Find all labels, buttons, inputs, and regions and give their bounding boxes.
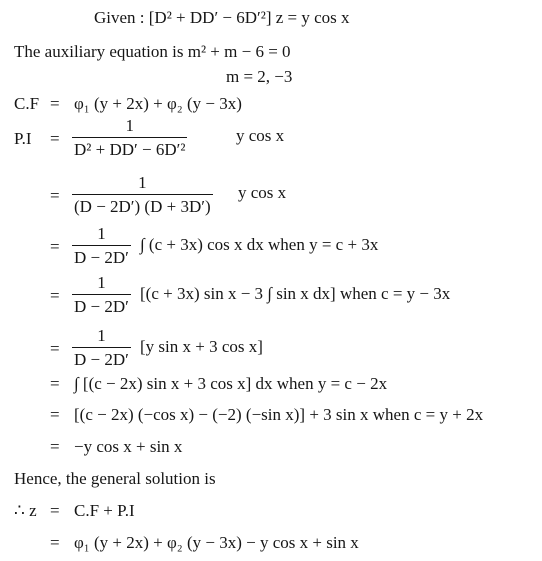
- pi-line5-denominator: D − 2D′: [74, 350, 129, 369]
- cf-label: C.F: [14, 94, 40, 113]
- pi-line4-fraction: [72, 274, 131, 315]
- pi-line8-expression: −y cos x + sin x: [74, 437, 183, 456]
- pi-line4-equals: =: [50, 286, 60, 305]
- pi-line5-fraction: [72, 327, 131, 368]
- pi-line1-rest: y cos x: [236, 126, 285, 145]
- pi-line4-rest: [(c + 3x) sin x − 3 ∫ sin x dx] when c = y − 3x: [140, 284, 451, 303]
- pi-line1-denominator: D² + DD′ − 6D′²: [74, 140, 186, 159]
- auxiliary-roots: m = 2, −3: [226, 67, 293, 86]
- final2-equals: =: [50, 533, 60, 552]
- pi-line2-fraction: [72, 174, 213, 215]
- pi-line7-equals: =: [50, 405, 60, 424]
- therefore-z: ∴ z: [14, 501, 37, 520]
- final1-expression: C.F + P.I: [74, 501, 135, 520]
- hence-text: Hence, the general solution is: [14, 469, 216, 488]
- pi-line3-fraction: [72, 225, 131, 266]
- auxiliary-equation: The auxiliary equation is m² + m − 6 = 0: [14, 42, 291, 61]
- pi-line6-expression: ∫ [(c − 2x) sin x + 3 cos x] dx when y = c − 2x: [74, 374, 388, 393]
- pi-line5-numerator: 1: [72, 327, 131, 348]
- pi-line8-equals: =: [50, 437, 60, 456]
- cf-equals: =: [50, 94, 60, 113]
- pi-line1-equals: =: [50, 129, 60, 148]
- pi-line5-equals: =: [50, 339, 60, 358]
- cf-expression: φ₁ (y + 2x) + φ₂ (y − 3x): [74, 94, 242, 113]
- pi-line3-equals: =: [50, 237, 60, 256]
- given-line: Given : [D² + DD′ − 6D′²] z = y cos x: [94, 8, 350, 27]
- pi-line2-rest: y cos x: [238, 183, 287, 202]
- pi-line4-denominator: D − 2D′: [74, 297, 129, 316]
- pi-line2-numerator: 1: [72, 174, 213, 195]
- pi-line7-expression: [(c − 2x) (−cos x) − (−2) (−sin x)] + 3 sin x when c = y + 2x: [74, 405, 484, 424]
- pi-line3-rest: ∫ (c + 3x) cos x dx when y = c + 3x: [140, 235, 379, 254]
- general-solution: φ₁ (y + 2x) + φ₂ (y − 3x) − y cos x + sin x: [74, 533, 359, 552]
- final1-equals: =: [50, 501, 60, 520]
- pi-line1-numerator: 1: [72, 117, 187, 138]
- pi-line3-denominator: D − 2D′: [74, 248, 129, 267]
- pi-label: P.I: [14, 129, 32, 148]
- pi-line6-equals: =: [50, 374, 60, 393]
- pi-line3-numerator: 1: [72, 225, 131, 246]
- pi-line2-equals: =: [50, 186, 60, 205]
- pi-line1-fraction: [72, 117, 187, 158]
- pi-line5-rest: [y sin x + 3 cos x]: [140, 337, 263, 356]
- pi-line2-denominator: (D − 2D′) (D + 3D′): [74, 197, 211, 216]
- pi-line4-numerator: 1: [72, 274, 131, 295]
